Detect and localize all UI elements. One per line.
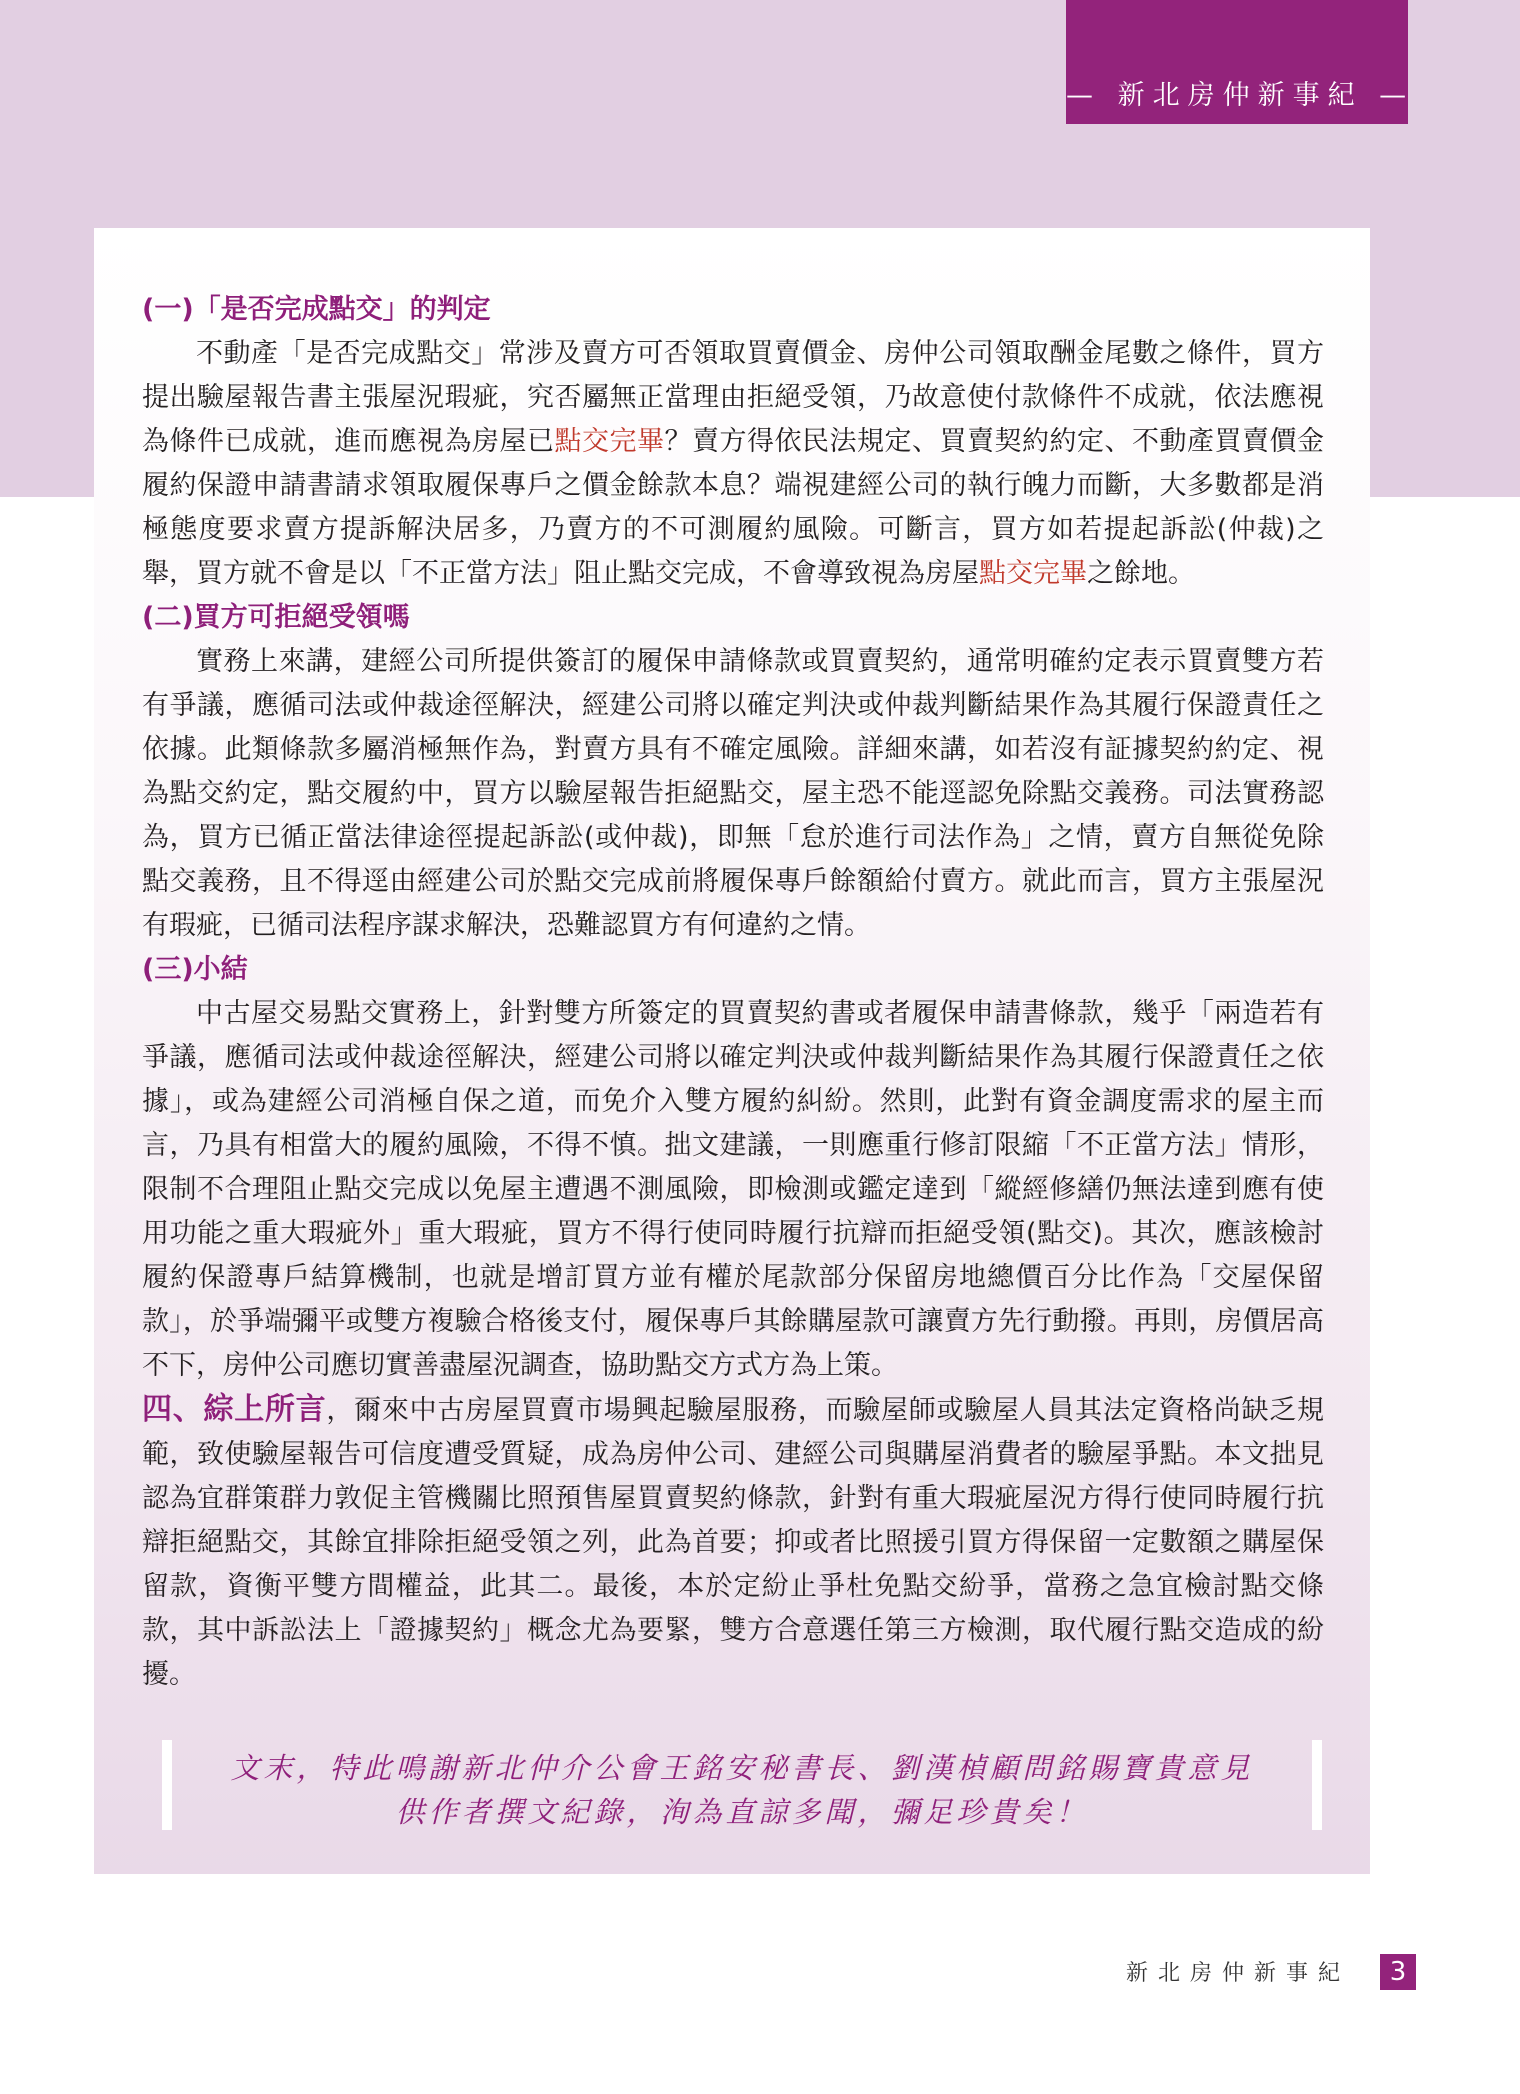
section-heading-1: (一)「是否完成點交」的判定	[142, 294, 491, 325]
article-body	[142, 288, 1324, 1697]
magazine-header-tag	[1066, 0, 1415, 124]
section-2-paragraph: 實務上來講，建經公司所提供簽訂的履保申請條款或買賣契約，通常明確約定表示買賣雙方若有爭議，應循司法或仲裁途徑解決，經建公司將以確定判決或仲裁判斷結果作為其履行保證責任之依據。此類條款多屬消極無作為，對賣方具有不確定風險。詳細來講，如若沒有証據契約約定、視為點交約定，點交履約中，買方以驗屋報告拒絕點交，屋主恐不能逕認免除點交義務。司法實務認為，買方已循正當法律途徑提起訴訟(或仲裁)，即無「怠於進行司法作為」之情，賣方自無從免除點交義務，且不得逕由經建公司於點交完成前將履保專戶餘額給付賣方。就此而言，買方主張屋況有瑕疵，已循司法程序謀求解決，恐難認買方有何違約之情。	[142, 646, 1324, 941]
section-1-text-b: ？賣方得依民法規定、買賣契約約定、不動產買賣價金履約保證申請書請求領取履保專戶之價金餘款本息？端視建經公司的執行魄力而斷，大多數都是消極態度要求賣方提訴解決居多，乃賣方的不可測履約風險。可斷言，買方如若提起訴訟(仲裁)之舉，買方就不會是以「不正當方法」阻止點交完成，不會導致視為房屋	[142, 426, 1324, 589]
section-3-paragraph: 中古屋交易點交實務上，針對雙方所簽定的買賣契約書或者履保申請書條款，幾乎「兩造若有爭議，應循司法或仲裁途徑解決，經建公司將以確定判決或仲裁判斷結果作為其履行保證責任之依據」，或為建經公司消極自保之道，而免介入雙方履約糾紛。然則，此對有資金調度需求的屋主而言，乃具有相當大的履約風險，不得不慎。拙文建議，一則應重行修訂限縮「不正當方法」情形，限制不合理阻止點交完成以免屋主遭遇不測風險，即檢測或鑑定達到「縱經修繕仍無法達到應有使用功能之重大瑕疵外」重大瑕疵，買方不得行使同時履行抗辯而拒絕受領(點交)。其次，應該檢討履約保證專戶結算機制，也就是增訂買方並有權於尾款部分保留房地總價百分比作為「交屋保留款」，於爭端彌平或雙方複驗合格後支付，履保專戶其餘購屋款可讓賣方先行動撥。再則，房價居高不下，房仲公司應切實善盡屋況調查，協助點交方式方為上策。	[142, 998, 1324, 1381]
section-1-paragraph	[142, 332, 1324, 596]
footer-title: 新北房仲新事紀	[1126, 1961, 1351, 1986]
magazine-title: — 新北房仲新事紀 —	[1066, 80, 1415, 111]
section-heading-2: (二)買方可拒絕受領嗎	[142, 602, 410, 633]
conclusion-text: ，爾來中古房屋買賣市場興起驗屋服務，而驗屋師或驗屋人員其法定資格尚缺乏規範，致使驗屋報告可信度遭受質疑，成為房仲公司、建經公司與購屋消費者的驗屋爭點。本文拙見認為宜群策群力敦促主管機關比照預售屋買賣契約條款，針對有重大瑕疵屋況方得行使同時履行抗辯拒絕點交，其餘宜排除拒絕受領之列，此為首要；抑或者比照援引買方得保留一定數額之購屋保留款，資衡平雙方間權益，此其二。最後，本於定紛止爭杜免點交紛爭，當務之急宜檢討點交條款，其中訴訟法上「證據契約」概念尤為要緊，雙方合意選任第三方檢測，取代履行點交造成的紛擾。	[142, 1395, 1324, 1690]
acknowledgement-line-2: 供作者撰文紀錄，洵為直諒多聞，彌足珍貴矣！	[395, 1795, 1089, 1829]
acknowledgement-line-1: 文末，特此鳴謝新北仲介公會王銘安秘書長、劉漢楨顧問銘賜寶貴意見	[230, 1751, 1254, 1785]
conclusion-paragraph	[142, 1388, 1324, 1697]
highlight-text-2: 點交完畢	[979, 558, 1087, 589]
section-heading-3: (三)小結	[142, 954, 248, 985]
page-number: 3	[1380, 1954, 1416, 1990]
acknowledgement-box	[162, 1740, 1322, 1830]
section-1-text-c: 之餘地。	[1087, 558, 1195, 589]
section-1-text-a: 不動產「是否完成點交」常涉及賣方可否領取買賣價金、房仲公司領取酬金尾數之條件，買方提出驗屋報告書主張屋況瑕疵，究否屬無正當理由拒絕受領，乃故意使付款條件不成就，依法應視為條件已成就，進而應視為房屋已	[142, 338, 1324, 457]
conclusion-heading: 四、綜上所言	[142, 1392, 327, 1427]
highlight-text-1: 點交完畢	[554, 426, 665, 457]
